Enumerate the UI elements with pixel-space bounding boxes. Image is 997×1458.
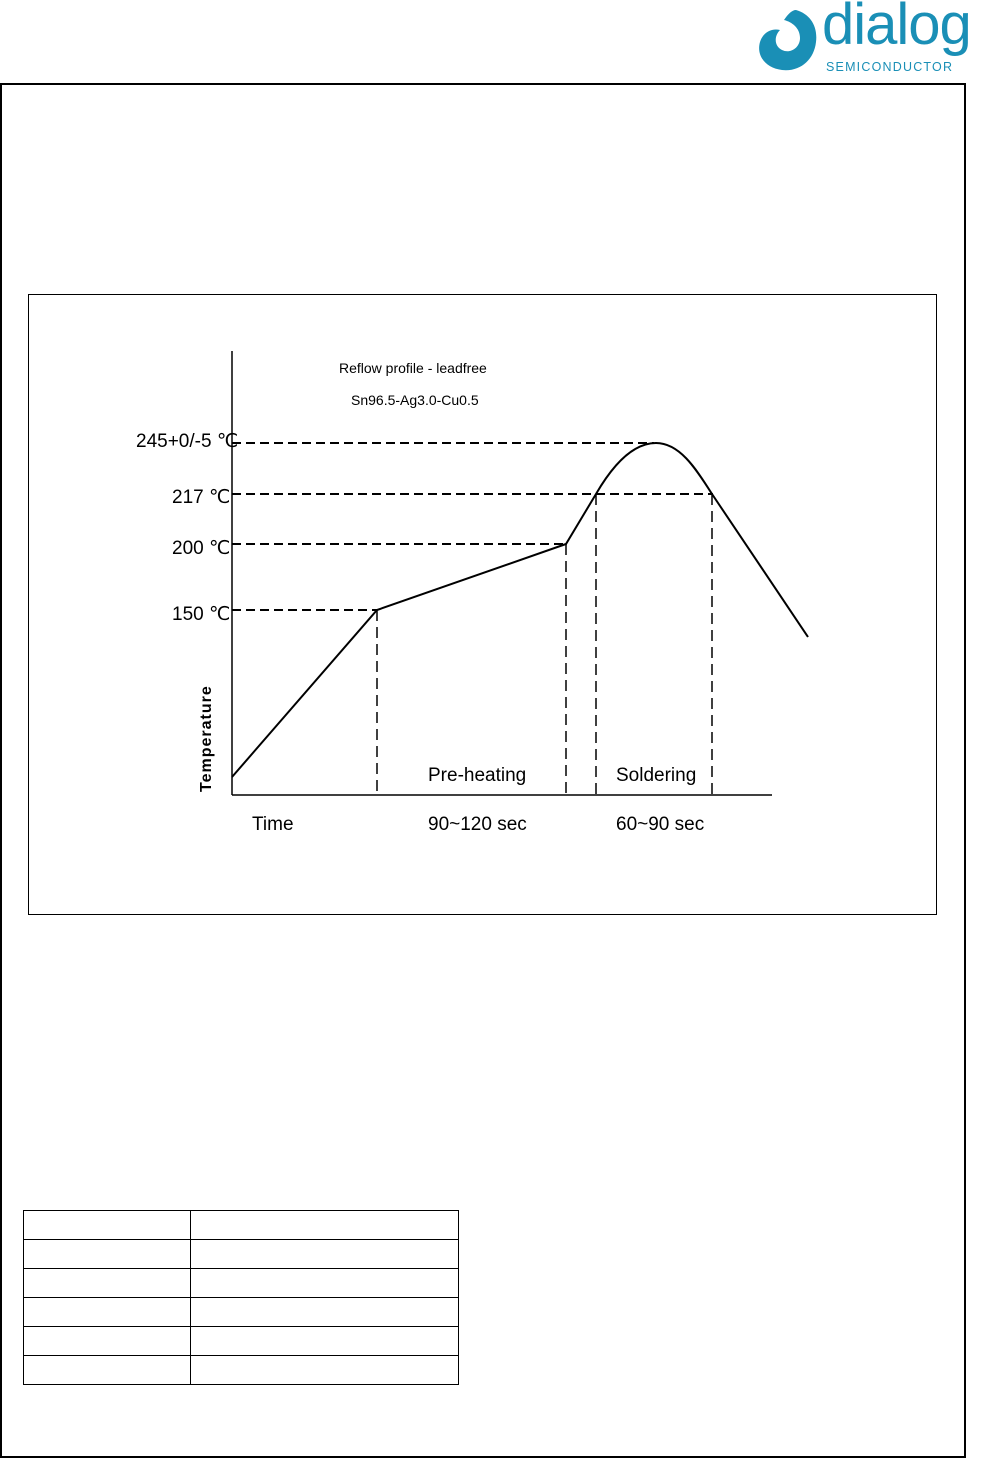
table-cell bbox=[191, 1211, 459, 1240]
logo-subtitle: SEMICONDUCTOR bbox=[826, 60, 954, 74]
tick-label-200: 200 ℃ bbox=[172, 538, 231, 559]
table-row bbox=[24, 1356, 459, 1385]
table-row bbox=[24, 1211, 459, 1240]
table-cell bbox=[191, 1240, 459, 1269]
tick-label-245: 245+0/-5 ℃ bbox=[136, 431, 239, 452]
phase-label-soldering: Soldering bbox=[616, 765, 697, 786]
table-cell bbox=[191, 1356, 459, 1385]
table-cell bbox=[24, 1269, 191, 1298]
y-axis-label: Temperature bbox=[198, 685, 215, 792]
dialog-semiconductor-logo bbox=[752, 2, 997, 78]
duration-label-soldering: 60~90 sec bbox=[616, 814, 705, 835]
table-row bbox=[24, 1327, 459, 1356]
dialog-logo-mark-icon bbox=[756, 8, 820, 72]
duration-label-preheating: 90~120 sec bbox=[428, 814, 527, 835]
logo-wordmark: dialog bbox=[822, 0, 971, 57]
tick-label-150: 150 ℃ bbox=[172, 604, 231, 625]
chart-subtitle: Sn96.5-Ag3.0-Cu0.5 bbox=[351, 392, 479, 408]
chart-title: Reflow profile - leadfree bbox=[339, 360, 487, 376]
specification-table bbox=[23, 1210, 459, 1385]
tick-label-217: 217 ℃ bbox=[172, 487, 231, 508]
table-cell bbox=[24, 1327, 191, 1356]
table-row bbox=[24, 1269, 459, 1298]
table-row bbox=[24, 1298, 459, 1327]
table-row bbox=[24, 1240, 459, 1269]
x-axis-label: Time bbox=[252, 814, 294, 835]
table-cell bbox=[24, 1356, 191, 1385]
table-cell bbox=[191, 1269, 459, 1298]
table-cell bbox=[24, 1240, 191, 1269]
reflow-profile-figure bbox=[28, 294, 937, 915]
table-cell bbox=[191, 1298, 459, 1327]
phase-label-preheating: Pre-heating bbox=[428, 765, 527, 786]
table-cell bbox=[24, 1298, 191, 1327]
table-cell bbox=[191, 1327, 459, 1356]
table-cell bbox=[24, 1211, 191, 1240]
reflow-profile-chart bbox=[29, 295, 936, 914]
